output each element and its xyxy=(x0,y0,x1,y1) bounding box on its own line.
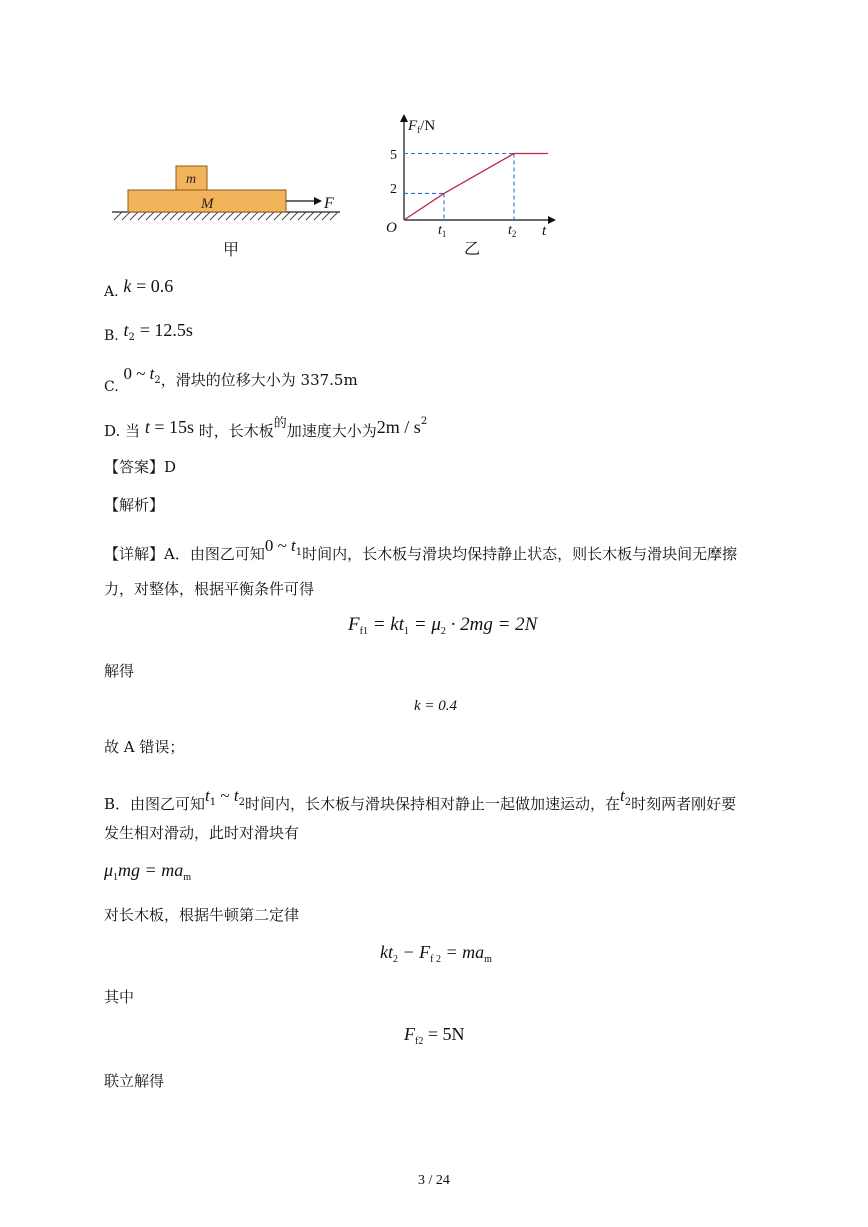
answer: 【答案】D xyxy=(104,458,177,476)
arrow-head-icon xyxy=(314,197,322,205)
detail-p2-line2: 发生相对滑动，此时对滑块有 xyxy=(104,824,300,842)
x-tick-t2: $t_2$ xyxy=(508,223,517,239)
option-b xyxy=(104,320,193,344)
detail-p1-a: 【详解】A．由图乙可知 xyxy=(104,545,265,563)
equation-1: $F_{f1} = kt_1 = \mu_2 \cdot 2mg = 2N$ xyxy=(348,614,538,637)
option-c-text: ，滑块的位移大小为 337.5m xyxy=(160,371,358,389)
detail-p2-b: 时间内，长木板与滑块保持相对静止一起做加速运动，在 xyxy=(244,795,620,813)
detail-solve1: 解得 xyxy=(104,662,135,680)
option-b-t: t xyxy=(123,320,129,340)
detail-p2-a: B．由图乙可知 xyxy=(104,795,206,813)
detail-p2-line1: B．由图乙可知$t^1$ ~ $t^2$时间内，长木板与滑块保持相对静止一起做加速运动，在$t^2$时刻两者刚好要 xyxy=(104,786,737,813)
option-d-text2: 加速度大小为 xyxy=(286,422,377,440)
detail-p3: 对长木板，根据牛顿第二定律 xyxy=(104,906,300,924)
option-d xyxy=(104,412,427,441)
x-tick-t1: $t_1$ xyxy=(438,223,447,239)
figure-jia xyxy=(100,150,360,260)
y-tick-2: 2 xyxy=(390,182,397,197)
detail-p2-c: 时刻两者刚好要 xyxy=(631,795,737,813)
label-M: M xyxy=(201,196,214,212)
x-axis-title: t xyxy=(542,223,547,239)
option-c-zero: 0 ~ xyxy=(123,364,150,383)
detail-p1-b: 时间内，长木板与滑块均保持静止状态，则长木板与滑块间无摩擦 xyxy=(302,545,738,563)
detail-p1-line2: 力，对整体，根据平衡条件可得 xyxy=(104,580,315,598)
y-axis-arrow-icon xyxy=(400,114,408,122)
option-c-t: t xyxy=(149,364,155,383)
x-axis-arrow-icon xyxy=(548,216,556,224)
label-F: F xyxy=(324,195,334,212)
equation-4: $kt_2 - F_{f 2} = ma_m$ xyxy=(380,942,492,965)
detail-p1-range0: 0 ~ xyxy=(264,536,292,555)
equation-2: k = 0.4 xyxy=(414,698,458,714)
option-a-lhs: k xyxy=(123,276,132,296)
friction-time-chart xyxy=(380,112,580,242)
y-axis-title: $F_f/N$ xyxy=(408,118,436,135)
option-b-sub: 2 xyxy=(128,332,135,343)
option-d-t: t xyxy=(144,417,150,437)
option-d-eq: = 15s xyxy=(149,417,194,437)
board-block-diagram xyxy=(100,150,360,240)
option-c-sub: 2 xyxy=(154,375,161,386)
analysis-title: 【解析】 xyxy=(104,496,165,514)
page-number: 3 / 24 xyxy=(418,1173,450,1188)
detail-p1-t: t xyxy=(291,536,296,555)
option-a-rhs: = 0.6 xyxy=(136,276,174,296)
curve-segment-1 xyxy=(404,193,444,220)
equation-3: $\mu_1mg = ma_m$ xyxy=(104,860,191,883)
option-d-sup: 2 xyxy=(420,416,428,427)
curve-segment-2 xyxy=(444,154,514,194)
option-d-value: 2m / s xyxy=(376,417,421,437)
equation-5: $F_{f2} = 5N$ xyxy=(404,1024,465,1047)
detail-p1-sub: 1 xyxy=(295,547,303,558)
detail-p5: 联立解得 xyxy=(104,1072,165,1090)
option-d-text1: 时，长木板 xyxy=(193,422,274,440)
label-m: m xyxy=(186,172,197,187)
option-b-prefix: B. xyxy=(104,328,119,344)
figure-yi-caption: 乙 xyxy=(464,239,481,258)
option-d-prefix: D. 当 xyxy=(104,422,141,440)
detail-a-wrong: 故 A 错误； xyxy=(104,738,185,756)
option-d-de: 的 xyxy=(273,416,287,431)
option-c xyxy=(104,364,358,395)
figure-jia-caption: 甲 xyxy=(223,240,240,259)
y-tick-5: 5 xyxy=(390,148,397,163)
option-a-prefix: A. xyxy=(104,284,119,300)
origin-label: O xyxy=(386,220,397,236)
option-a xyxy=(104,276,173,300)
figure-yi xyxy=(380,112,580,262)
detail-p4: 其中 xyxy=(104,988,135,1006)
option-c-prefix: C. xyxy=(104,379,119,395)
option-b-rhs: = 12.5s xyxy=(139,320,193,340)
detail-p1-line1 xyxy=(104,536,737,564)
